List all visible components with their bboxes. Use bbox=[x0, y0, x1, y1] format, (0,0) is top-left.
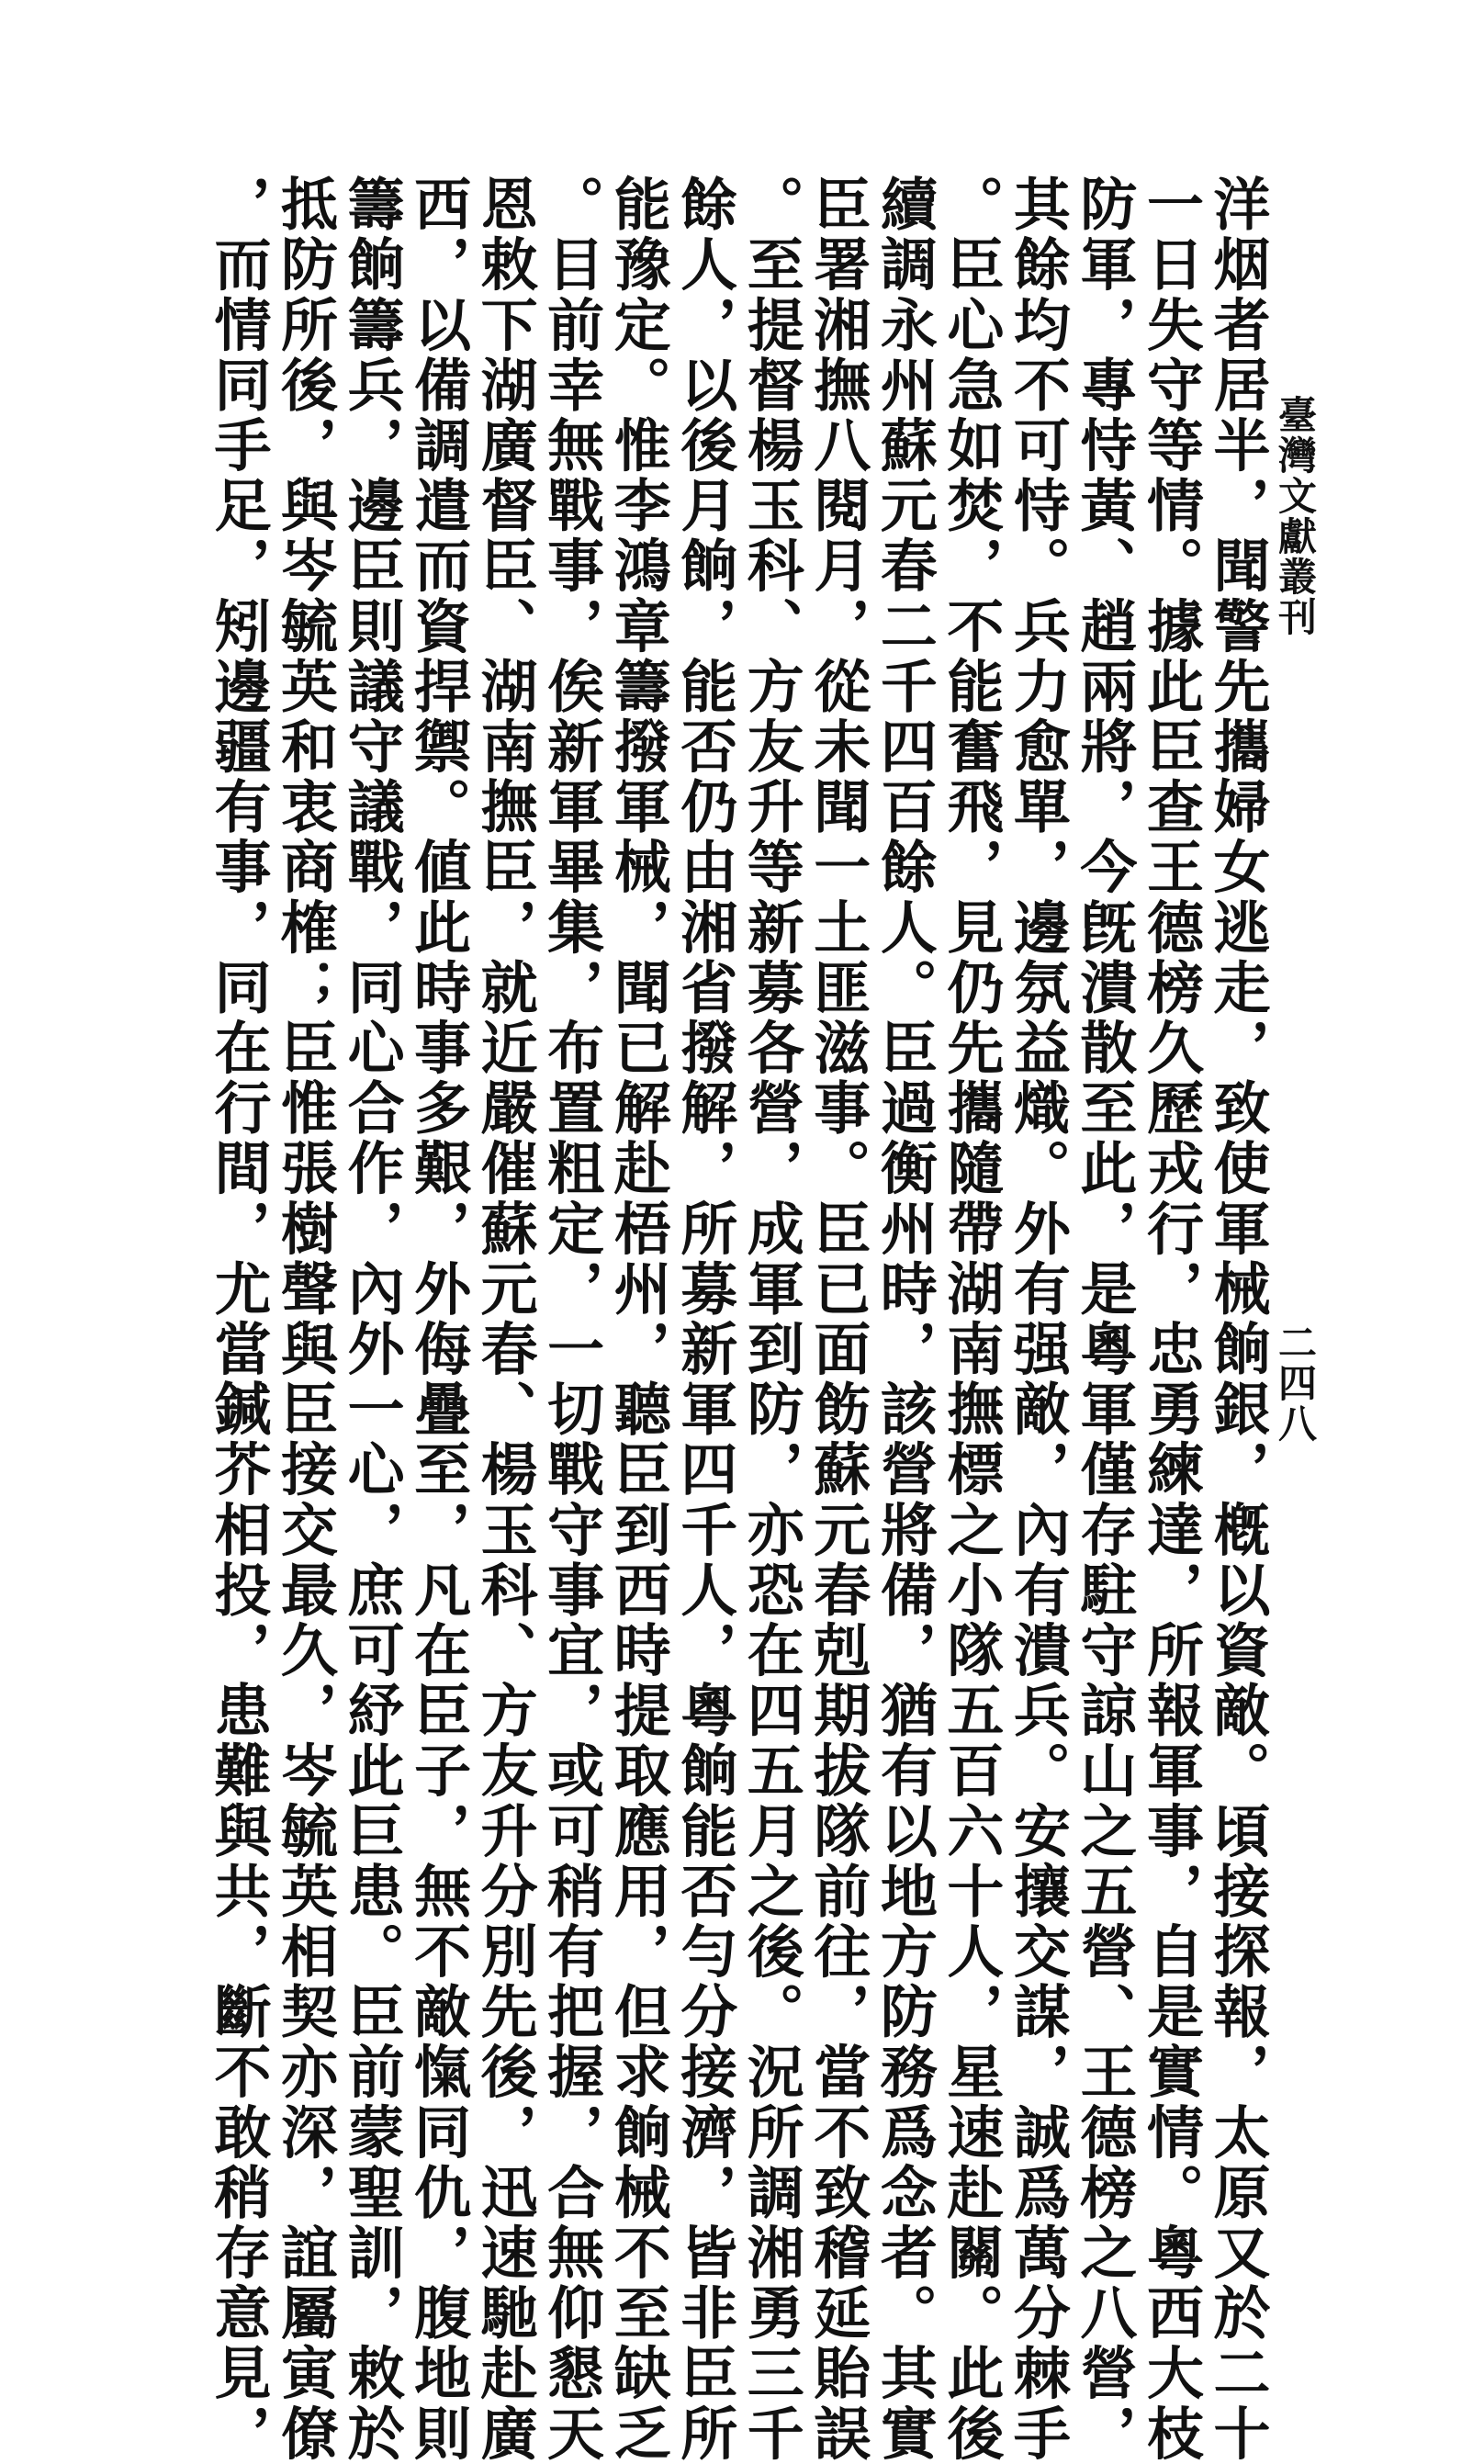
text-column: 抵防所後，與岑毓英和衷商榷；臣惟張樹聲與臣接交最久，岑毓英相契亦深，誼屬寅僚 bbox=[271, 174, 339, 2464]
text-column: 防軍，專恃黃、趙兩將，今旣潰散至此，是粵軍僅存駐守諒山之五營、王德榜之八營， bbox=[1070, 174, 1138, 2464]
series-title: 臺灣文獻叢刊 bbox=[1273, 395, 1318, 637]
text-column: 洋烟者居半，聞警先攜婦女逃走，致使軍械餉銀，槪以資敵。頃接探報，太原又於二十 bbox=[1203, 174, 1271, 2464]
text-column: ，而情同手足，矧邊疆有事，同在行間，尤當鍼芥相投，患難與共，斷不敢稍存意見， bbox=[205, 174, 272, 2464]
body-text bbox=[205, 174, 1271, 2464]
text-column: 續調永州蘇元春二千四百餘人。臣過衡州時，該營將備，猶有以地方防務爲念者。其實 bbox=[871, 174, 939, 2464]
text-column: 恩敕下湖廣督臣、湖南撫臣，就近嚴催蘇元春、楊玉科、方友升分別先後，迅速馳赴廣 bbox=[471, 174, 539, 2464]
text-column: 。臣心急如焚，不能奮飛，見仍先攜隨帶湖南撫標之小隊五百六十人，星速赴關。此後 bbox=[937, 174, 1005, 2464]
text-column: 餘人，以後月餉，能否仍由湘省撥解，所募新軍四千人，粵餉能否勻分接濟，皆非臣所 bbox=[670, 174, 738, 2464]
text-column: 能豫定。惟李鴻章籌撥軍械，聞已解赴梧州，聽臣到西時提取應用，但求餉械不至缺乏 bbox=[604, 174, 672, 2464]
text-column: 。目前幸無戰事，俟新軍畢集，布置粗定，一切戰守事宜，或可稍有把握，合無仰懇天 bbox=[537, 174, 605, 2464]
text-column: 西，以備調遣而資捍禦。値此時事多艱，外侮疊至，凡在臣子，無不敵愾同仇，腹地則 bbox=[404, 174, 472, 2464]
text-column: 其餘均不可恃。兵力愈單，邊氛益熾。外有强敵，內有潰兵。安攘交謀，誠爲萬分棘手 bbox=[1004, 174, 1072, 2464]
page-number: 二四八 bbox=[1273, 1322, 1318, 1444]
text-column: 一日失守等情。據此臣查王德榜久歷戎行，忠勇練達，所報軍事，自是實情。粵西大枝 bbox=[1137, 174, 1205, 2464]
text-column: 臣署湘撫八閱月，從未聞一土匪滋事。臣已面飭蘇元春剋期拔隊前往，當不致稽延貽誤 bbox=[804, 174, 871, 2464]
text-column: 。至提督楊玉科、方友升等新募各營，成軍到防，亦恐在四五月之後。況所調湘勇三千 bbox=[737, 174, 805, 2464]
text-column: 籌餉籌兵，邊臣則議守議戰，同心合作，內外一心，庶可紓此巨患。臣前蒙聖訓，敕於 bbox=[338, 174, 406, 2464]
